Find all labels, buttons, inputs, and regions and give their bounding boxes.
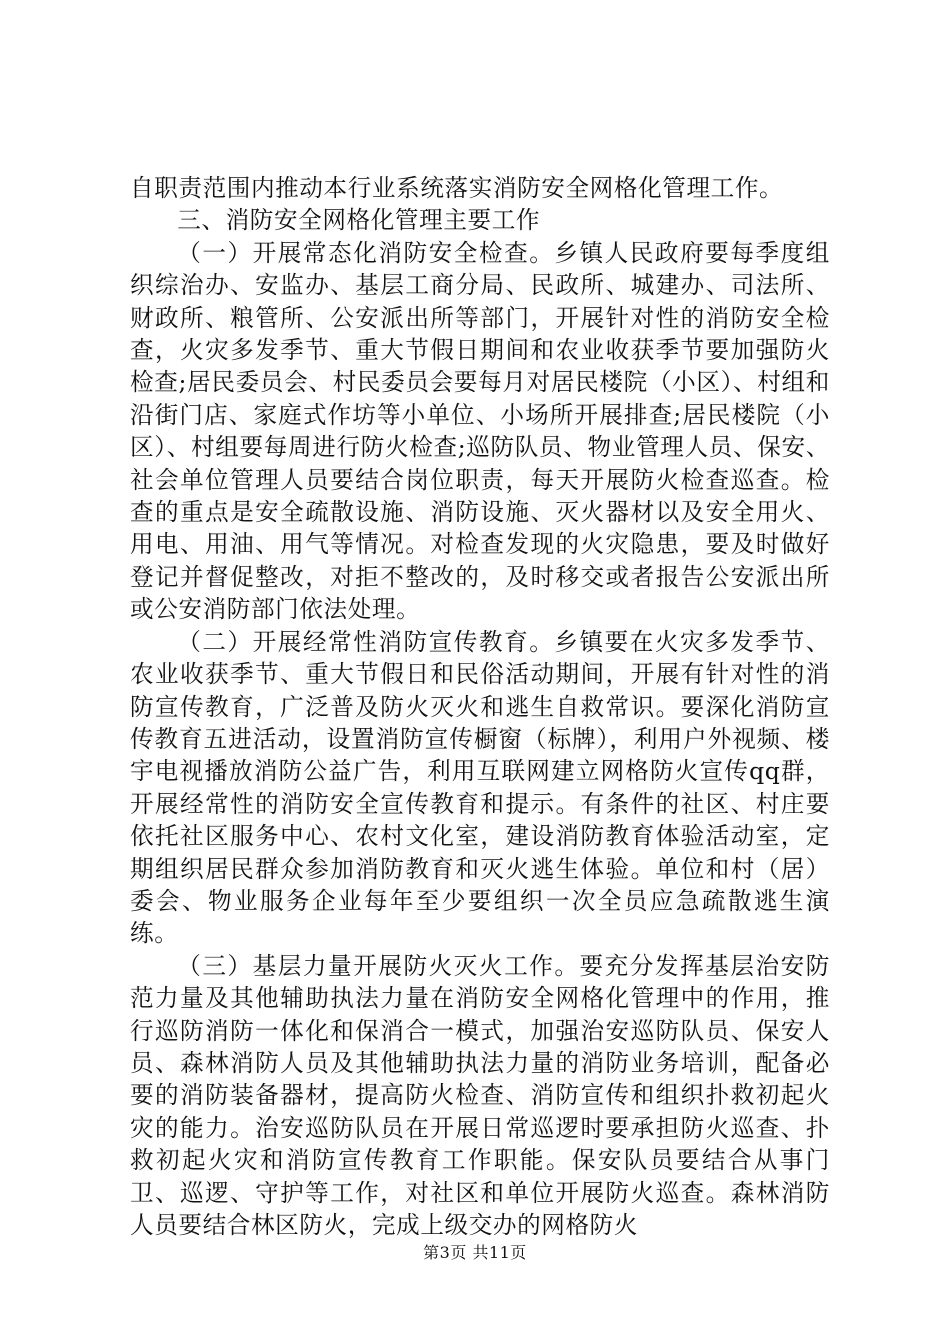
paragraph-inspection: （一）开展常态化消防安全检查。乡镇人民政府要每季度组织综治办、安监办、基层工商分局、民政所、城建办、司法所、财政所、粮管所、公安派出所等部门，开展针对性的消防安全检查，火灾多发季节、重大节假日期间和农业收获季节要加强防火检查;居民委员会、村民委员会要每月对居民楼院（小区）、村组和沿街门店、家庭式作坊等小单位、小场所开展排查;居民楼院（小区）、村组要每周进行防火检查;巡防队员、物业管理人员、保安、社会单位管理人员要结合岗位职责，每天开展防火检查巡查。检查的重点是安全疏散设施、消防设施、灭火器材以及安全用火、用电、用油、用气等情况。对检查发现的火灾隐患，要及时做好登记并督促整改，对拒不整改的，及时移交或者报告公安派出所或公安消防部门依法处理。 <box>130 238 830 624</box>
paragraph-continuation: 自职责范围内推动本行业系统落实消防安全网格化管理工作。 <box>130 174 784 202</box>
paragraph-grassroots: （三）基层力量开展防火灭火工作。要充分发挥基层治安防范力量及其他辅助执法力量在消防安全网格化管理中的作用，推行巡防消防一体化和保消合一模式，加强治安巡防队员、保安人员、森林消防人员及其他辅助执法力量的消防业务培训，配备必要的消防装备器材，提高防火检查、消防宣传和组织扑救初起火灾的能力。治安巡防队员在开展日常巡逻时要承担防火巡查、扑救初起火灾和消防宣传教育工作职能。保安队员要结合从事门卫、巡逻、守护等工作，对社区和单位开展防火巡查。森林消防人员要结合林区防火，完成上级交办的网格防火 <box>130 951 830 1239</box>
paragraph-education: （二）开展经常性消防宣传教育。乡镇要在火灾多发季节、农业收获季节、重大节假日和民俗活动期间，开展有针对性的消防宣传教育，广泛普及防火灭火和逃生自救常识。要深化消防宣传教育五进活动，设置消防宣传橱窗（标牌），利用户外视频、楼宇电视播放消防公益广告，利用互联网建立网格防火宣传qq群，开展经常性的消防安全宣传教育和提示。有条件的社区、村庄要依托社区服务中心、农村文化室，建设消防教育体验活动室，定期组织居民群众参加消防教育和灭火逃生体验。单位和村（居）委会、物业服务企业每年至少要组织一次全员应急疏散逃生演练。 <box>130 627 830 948</box>
page-footer <box>0 1243 950 1263</box>
page-number: 第3页 共11页 <box>423 1243 527 1262</box>
document-body <box>130 172 830 1241</box>
section-heading: 三、消防安全网格化管理主要工作 <box>177 206 541 235</box>
